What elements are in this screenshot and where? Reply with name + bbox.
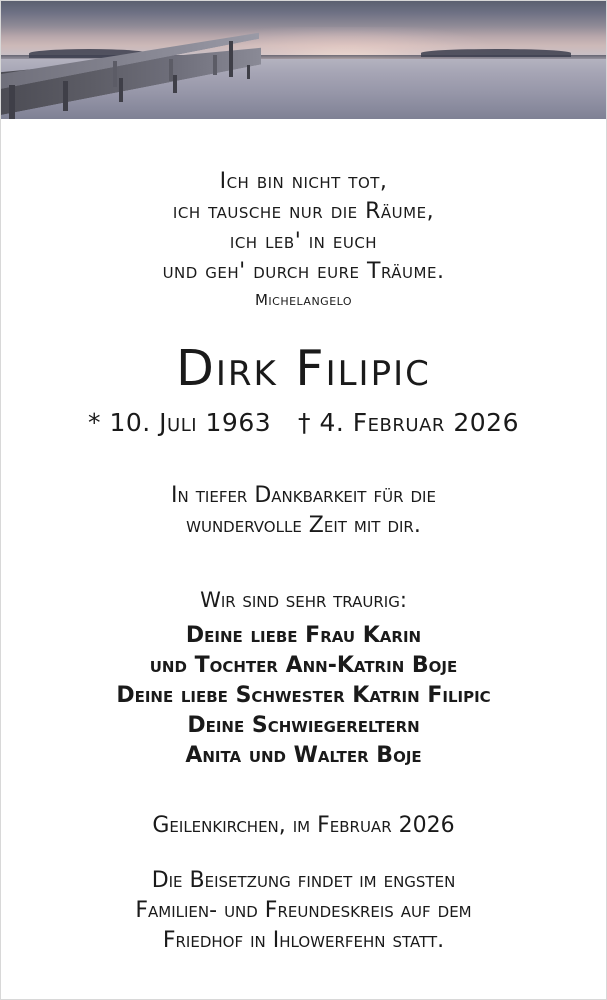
funeral-line: Friedhof in Ihlowerfehn statt.	[162, 928, 445, 954]
pier-post	[63, 81, 68, 111]
mourner-line: Deine liebe Frau Karin	[185, 623, 422, 649]
pier-post	[229, 41, 233, 77]
birth-date: 10. Juli 1963	[109, 408, 272, 438]
mourners-list	[25, 621, 582, 771]
death-date: 4. Februar 2026	[319, 408, 519, 438]
pier-post	[213, 55, 217, 75]
pier-post	[247, 65, 250, 79]
obituary-text	[1, 167, 606, 956]
verse-line: ich leb' in euch	[229, 229, 378, 254]
memorial-verse	[25, 167, 582, 287]
pier-post	[9, 85, 15, 119]
verse-line: ich tausche nur die Räume,	[172, 199, 435, 224]
funeral-line: Die Beisetzung findet im engsten	[151, 868, 456, 894]
gratitude-line: In tiefer Dankbarkeit für die	[171, 483, 436, 509]
death-symbol: †	[298, 408, 312, 438]
funeral-line: Familien- und Freundeskreis auf dem	[135, 898, 472, 924]
verse-author: Michelangelo	[254, 291, 353, 309]
header-photo	[1, 1, 606, 119]
birth-symbol: *	[88, 408, 102, 438]
funeral-notice	[25, 866, 582, 956]
place-and-date: Geilenkirchen, im Februar 2026	[152, 813, 455, 839]
pier-post	[113, 61, 117, 87]
mourner-line: und Tochter Ann-Katrin Boje	[149, 653, 458, 679]
mourner-line: Deine liebe Schwester Katrin Filipic	[116, 683, 491, 709]
gratitude-line: wundervolle Zeit mit dir.	[186, 513, 421, 539]
deceased-name: Dirk Filipic	[176, 340, 431, 397]
shore-silhouette-right	[421, 49, 571, 57]
mourner-line: Anita und Walter Boje	[185, 743, 422, 769]
pier	[1, 21, 301, 119]
gratitude-message	[25, 481, 582, 541]
pier-post	[173, 75, 177, 93]
verse-line: und geh' durch eure Träume.	[162, 259, 445, 284]
mourner-line: Deine Schwiegereltern	[187, 713, 420, 739]
pier-post	[119, 78, 123, 102]
mourners-intro: Wir sind sehr traurig:	[200, 588, 407, 613]
verse-line: Ich bin nicht tot,	[219, 169, 388, 194]
life-dates	[25, 408, 582, 437]
